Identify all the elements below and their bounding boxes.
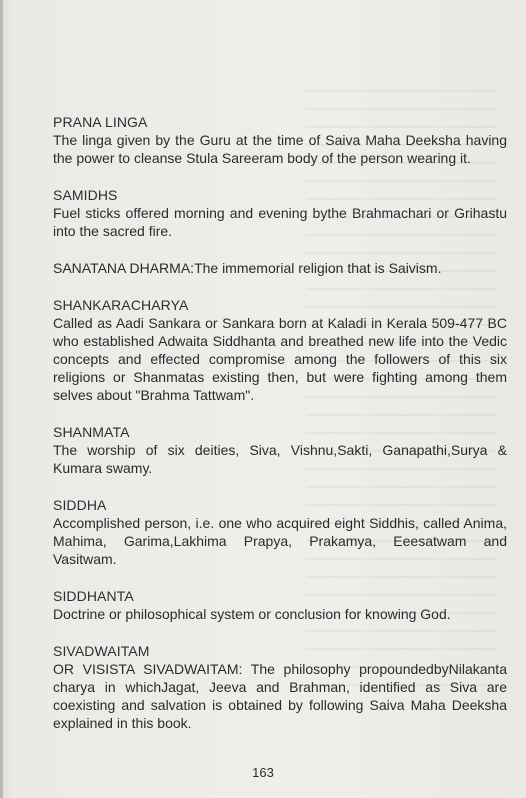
glossary-entry-shankaracharya [53, 296, 507, 404]
glossary-entry-siddhanta [53, 587, 507, 623]
glossary-entry-shanmata [53, 423, 507, 477]
entry-definition: Doctrine or philosophical system or conclusion for knowing God. [53, 606, 451, 622]
entry-inline [53, 259, 507, 277]
entry-definition: The immemorial religion that is Saivism. [194, 260, 442, 276]
entry-term: SIDDHA [53, 497, 107, 513]
entry-term: SANATANA DHARMA: [53, 260, 195, 276]
entry-definition: The linga given by the Guru at the time of Saiva Maha Deeksha having the power to cleanse Stula Sareeram body of the person wearing it. [53, 132, 507, 166]
glossary-entry-siddha [53, 496, 507, 568]
glossary-entry-prana-linga [53, 113, 507, 167]
entry-definition: Fuel sticks offered morning and evening bythe Brahmachari or Grihastu into the sacred fire. [53, 205, 507, 239]
entry-definition: OR VISISTA SIVADWAITAM: The philosophy propoundedbyNilakanta charya in whichJagat, Jeeva and Brahman, identified as Siva are coexisting and salvation is obtained by following Saiva Maha Deeksha explained in this book. [53, 661, 507, 731]
glossary-entry-sivadwaitam [53, 642, 507, 732]
glossary-entry-sanatana-dharma [53, 259, 507, 277]
entry-definition: Called as Aadi Sankara or Sankara born at Kaladi in Kerala 509-477 BC who established Adwaita Siddhanta and breathed new life into the Vedic concepts and effected compromise among the followers of this six religions or Shanmatas existing then, but were fighting among them selves about "Brahma Tattwam". [53, 315, 507, 403]
page-number: 163 [252, 765, 274, 780]
entry-term: SAMIDHS [53, 187, 118, 203]
entry-definition: The worship of six deities, Siva, Vishnu,Sakti, Ganapathi,Surya & Kumara swamy. [53, 442, 507, 476]
entry-term: SHANKARACHARYA [53, 297, 189, 313]
entry-term: SIDDHANTA [53, 588, 134, 604]
page-edge [0, 0, 3, 798]
glossary [53, 113, 507, 751]
glossary-entry-samidhs [53, 186, 507, 240]
entry-term: SIVADWAITAM [53, 643, 150, 659]
entry-definition: Accomplished person, i.e. one who acquired eight Siddhis, called Anima, Mahima, Garima,Lakhima Prapya, Prakamya, Eeesatwam and Vasitwam. [53, 515, 507, 567]
entry-term: PRANA LINGA [53, 114, 148, 130]
entry-term: SHANMATA [53, 424, 130, 440]
